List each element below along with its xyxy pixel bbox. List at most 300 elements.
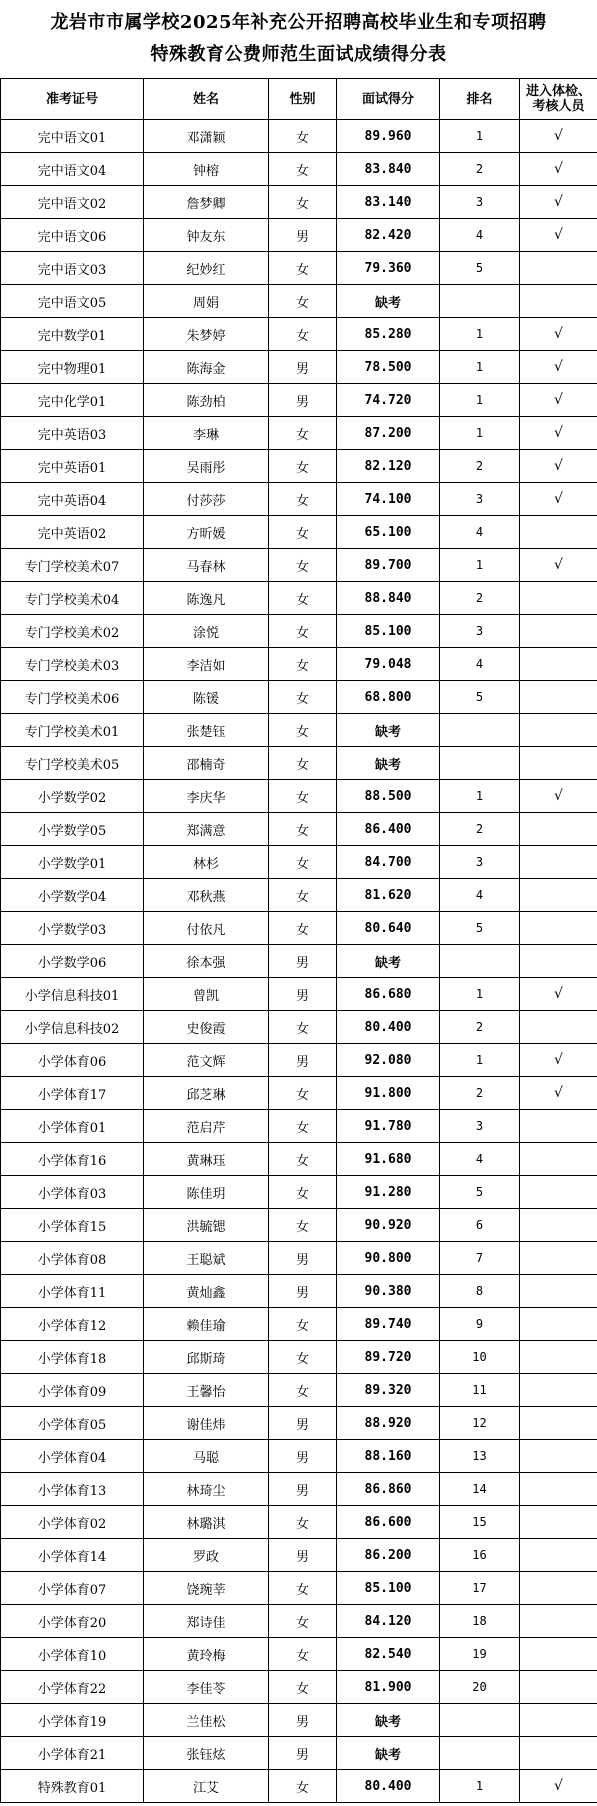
cell-exam-id: 小学体育14 (1, 1539, 144, 1572)
cell-selected-mark (520, 252, 597, 285)
cell-score: 74.720 (337, 384, 440, 417)
cell-selected-mark: √ (520, 1077, 597, 1110)
cell-score: 缺考 (337, 714, 440, 747)
cell-score: 81.620 (337, 879, 440, 912)
cell-gender: 女 (269, 1077, 337, 1110)
cell-score: 81.900 (337, 1671, 440, 1704)
cell-score: 缺考 (337, 945, 440, 978)
cell-name: 李佳苓 (144, 1671, 269, 1704)
cell-name: 涂悦 (144, 615, 269, 648)
cell-gender: 男 (269, 219, 337, 252)
cell-exam-id: 专门学校美术03 (1, 648, 144, 681)
cell-selected-mark (520, 1176, 597, 1209)
cell-gender: 女 (269, 615, 337, 648)
cell-selected-mark: √ (520, 384, 597, 417)
cell-rank: 4 (440, 879, 520, 912)
cell-name: 范文辉 (144, 1044, 269, 1077)
cell-exam-id: 小学体育20 (1, 1605, 144, 1638)
cell-gender: 女 (269, 780, 337, 813)
table-row (1, 648, 597, 681)
cell-score: 91.680 (337, 1143, 440, 1176)
cell-score: 缺考 (337, 747, 440, 780)
cell-selected-mark (520, 1374, 597, 1407)
cell-gender: 女 (269, 549, 337, 582)
cell-selected-mark: √ (520, 1044, 597, 1077)
cell-rank: 2 (440, 1011, 520, 1044)
cell-gender: 男 (269, 978, 337, 1011)
cell-rank: 9 (440, 1308, 520, 1341)
table-row (1, 549, 597, 582)
cell-gender: 女 (269, 747, 337, 780)
table-row (1, 186, 597, 219)
table-row (1, 285, 597, 318)
cell-gender: 男 (269, 1407, 337, 1440)
cell-score: 88.160 (337, 1440, 440, 1473)
cell-exam-id: 小学体育22 (1, 1671, 144, 1704)
cell-selected-mark (520, 1242, 597, 1275)
cell-exam-id: 小学体育11 (1, 1275, 144, 1308)
cell-selected-mark (520, 615, 597, 648)
cell-name: 江艾 (144, 1770, 269, 1803)
cell-name: 王馨怡 (144, 1374, 269, 1407)
cell-selected-mark (520, 1473, 597, 1506)
cell-name: 范启芹 (144, 1110, 269, 1143)
table-row (1, 120, 597, 153)
cell-selected-mark (520, 1704, 597, 1737)
cell-gender: 女 (269, 252, 337, 285)
cell-name: 李庆华 (144, 780, 269, 813)
cell-rank: 4 (440, 648, 520, 681)
cell-gender: 女 (269, 120, 337, 153)
cell-rank: 4 (440, 516, 520, 549)
cell-rank: 18 (440, 1605, 520, 1638)
cell-exam-id: 完中语文03 (1, 252, 144, 285)
cell-score: 74.100 (337, 483, 440, 516)
cell-rank: 3 (440, 615, 520, 648)
cell-rank: 1 (440, 351, 520, 384)
cell-selected-mark: √ (520, 186, 597, 219)
cell-gender: 女 (269, 1308, 337, 1341)
cell-selected-mark (520, 879, 597, 912)
cell-selected-mark (520, 285, 597, 318)
cell-gender: 女 (269, 1374, 337, 1407)
cell-gender: 女 (269, 1176, 337, 1209)
cell-gender: 男 (269, 1044, 337, 1077)
cell-gender: 女 (269, 1110, 337, 1143)
cell-score: 85.280 (337, 318, 440, 351)
table-row (1, 945, 597, 978)
cell-rank: 10 (440, 1341, 520, 1374)
cell-selected-mark (520, 1407, 597, 1440)
cell-rank: 1 (440, 780, 520, 813)
table-row (1, 483, 597, 516)
cell-gender: 女 (269, 1638, 337, 1671)
cell-exam-id: 完中语文04 (1, 153, 144, 186)
table-row (1, 1572, 597, 1605)
header-id: 准考证号 (1, 79, 144, 120)
cell-rank: 2 (440, 1077, 520, 1110)
cell-rank: 2 (440, 582, 520, 615)
cell-exam-id: 专门学校美术06 (1, 681, 144, 714)
cell-selected-mark (520, 582, 597, 615)
cell-score: 86.860 (337, 1473, 440, 1506)
cell-gender: 女 (269, 714, 337, 747)
cell-selected-mark: √ (520, 351, 597, 384)
cell-rank: 17 (440, 1572, 520, 1605)
table-row (1, 1605, 597, 1638)
cell-name: 马春林 (144, 549, 269, 582)
table-row (1, 384, 597, 417)
cell-selected-mark (520, 1440, 597, 1473)
cell-exam-id: 专门学校美术05 (1, 747, 144, 780)
cell-score: 缺考 (337, 285, 440, 318)
cell-exam-id: 完中语文01 (1, 120, 144, 153)
cell-rank: 15 (440, 1506, 520, 1539)
cell-selected-mark: √ (520, 483, 597, 516)
cell-rank: 13 (440, 1440, 520, 1473)
cell-selected-mark (520, 681, 597, 714)
cell-selected-mark: √ (520, 120, 597, 153)
cell-exam-id: 小学数学01 (1, 846, 144, 879)
cell-exam-id: 小学体育15 (1, 1209, 144, 1242)
cell-gender: 女 (269, 285, 337, 318)
cell-rank: 3 (440, 1110, 520, 1143)
table-row (1, 1473, 597, 1506)
cell-selected-mark (520, 1341, 597, 1374)
cell-gender: 女 (269, 1341, 337, 1374)
cell-rank: 1 (440, 318, 520, 351)
cell-rank (440, 747, 520, 780)
table-row (1, 879, 597, 912)
cell-exam-id: 小学数学02 (1, 780, 144, 813)
cell-gender: 女 (269, 1143, 337, 1176)
cell-name: 林杉 (144, 846, 269, 879)
cell-gender: 女 (269, 483, 337, 516)
cell-exam-id: 小学数学03 (1, 912, 144, 945)
cell-score: 89.720 (337, 1341, 440, 1374)
table-row (1, 1539, 597, 1572)
cell-exam-id: 完中语文06 (1, 219, 144, 252)
cell-selected-mark (520, 1638, 597, 1671)
table-row (1, 1341, 597, 1374)
cell-gender: 男 (269, 1539, 337, 1572)
cell-score: 80.640 (337, 912, 440, 945)
cell-gender: 男 (269, 384, 337, 417)
cell-gender: 女 (269, 879, 337, 912)
header-rank: 排名 (440, 79, 520, 120)
table-row (1, 252, 597, 285)
table-row (1, 978, 597, 1011)
cell-gender: 男 (269, 1242, 337, 1275)
cell-exam-id: 小学体育19 (1, 1704, 144, 1737)
cell-rank: 1 (440, 120, 520, 153)
cell-selected-mark: √ (520, 417, 597, 450)
table-row (1, 1770, 597, 1803)
cell-name: 陈逸凡 (144, 582, 269, 615)
cell-exam-id: 小学体育05 (1, 1407, 144, 1440)
table-row (1, 1374, 597, 1407)
cell-score: 89.740 (337, 1308, 440, 1341)
cell-exam-id: 小学数学05 (1, 813, 144, 846)
cell-rank: 5 (440, 681, 520, 714)
cell-name: 林璐淇 (144, 1506, 269, 1539)
cell-rank: 2 (440, 153, 520, 186)
cell-exam-id: 完中英语01 (1, 450, 144, 483)
table-row (1, 1308, 597, 1341)
table-row (1, 153, 597, 186)
header-score: 面试得分 (337, 79, 440, 120)
table-row (1, 846, 597, 879)
cell-score: 80.400 (337, 1011, 440, 1044)
cell-gender: 女 (269, 1605, 337, 1638)
cell-name: 周娟 (144, 285, 269, 318)
table-row (1, 516, 597, 549)
cell-name: 纪妙红 (144, 252, 269, 285)
cell-name: 付依凡 (144, 912, 269, 945)
cell-gender: 女 (269, 1011, 337, 1044)
cell-rank (440, 714, 520, 747)
table-row (1, 681, 597, 714)
cell-name: 方昕媛 (144, 516, 269, 549)
table-row (1, 582, 597, 615)
title-line-1: 龙岩市市属学校2025年补充公开招聘高校毕业生和专项招聘 (50, 12, 547, 33)
cell-score: 缺考 (337, 1737, 440, 1770)
cell-gender: 女 (269, 1209, 337, 1242)
cell-gender: 女 (269, 681, 337, 714)
cell-exam-id: 小学体育10 (1, 1638, 144, 1671)
cell-score: 92.080 (337, 1044, 440, 1077)
cell-score: 78.500 (337, 351, 440, 384)
table-row (1, 780, 597, 813)
table-row (1, 1242, 597, 1275)
cell-name: 陈佳玥 (144, 1176, 269, 1209)
cell-selected-mark (520, 1671, 597, 1704)
cell-score: 79.360 (337, 252, 440, 285)
cell-exam-id: 特殊教育01 (1, 1770, 144, 1803)
cell-selected-mark (520, 516, 597, 549)
cell-score: 85.100 (337, 1572, 440, 1605)
cell-rank: 1 (440, 417, 520, 450)
cell-selected-mark (520, 1308, 597, 1341)
cell-name: 兰佳松 (144, 1704, 269, 1737)
cell-exam-id: 完中物理01 (1, 351, 144, 384)
cell-score: 82.540 (337, 1638, 440, 1671)
table-row (1, 450, 597, 483)
cell-name: 赖佳瑜 (144, 1308, 269, 1341)
table-row (1, 1440, 597, 1473)
cell-exam-id: 完中英语04 (1, 483, 144, 516)
cell-rank: 4 (440, 219, 520, 252)
cell-exam-id: 小学体育17 (1, 1077, 144, 1110)
cell-score: 90.380 (337, 1275, 440, 1308)
cell-exam-id: 小学体育06 (1, 1044, 144, 1077)
table-row (1, 615, 597, 648)
cell-exam-id: 完中数学01 (1, 318, 144, 351)
cell-score: 89.960 (337, 120, 440, 153)
table-row (1, 1011, 597, 1044)
cell-rank (440, 1704, 520, 1737)
cell-name: 洪毓锶 (144, 1209, 269, 1242)
cell-selected-mark: √ (520, 318, 597, 351)
cell-name: 邱斯琦 (144, 1341, 269, 1374)
cell-exam-id: 小学体育12 (1, 1308, 144, 1341)
table-row (1, 1044, 597, 1077)
cell-selected-mark (520, 813, 597, 846)
cell-exam-id: 小学数学04 (1, 879, 144, 912)
cell-exam-id: 小学信息科技02 (1, 1011, 144, 1044)
cell-rank: 11 (440, 1374, 520, 1407)
cell-exam-id: 小学体育13 (1, 1473, 144, 1506)
cell-name: 黄琳珏 (144, 1143, 269, 1176)
cell-rank: 20 (440, 1671, 520, 1704)
cell-selected-mark (520, 1209, 597, 1242)
cell-gender: 女 (269, 648, 337, 681)
table-row (1, 1506, 597, 1539)
cell-gender: 女 (269, 153, 337, 186)
cell-name: 林琦尘 (144, 1473, 269, 1506)
cell-rank: 3 (440, 186, 520, 219)
cell-name: 李洁如 (144, 648, 269, 681)
cell-selected-mark (520, 846, 597, 879)
cell-score: 86.200 (337, 1539, 440, 1572)
cell-selected-mark (520, 1011, 597, 1044)
cell-name: 曾凯 (144, 978, 269, 1011)
cell-selected-mark (520, 747, 597, 780)
cell-name: 邓秋燕 (144, 879, 269, 912)
header-selected-line2: 考核人员 (532, 99, 585, 114)
cell-exam-id: 专门学校美术01 (1, 714, 144, 747)
table-row (1, 1110, 597, 1143)
cell-exam-id: 完中英语02 (1, 516, 144, 549)
cell-score: 84.700 (337, 846, 440, 879)
table-row (1, 1737, 597, 1770)
cell-selected-mark: √ (520, 780, 597, 813)
cell-score: 88.500 (337, 780, 440, 813)
cell-score: 88.920 (337, 1407, 440, 1440)
cell-exam-id: 小学数学06 (1, 945, 144, 978)
cell-rank: 1 (440, 1770, 520, 1803)
cell-exam-id: 小学体育01 (1, 1110, 144, 1143)
cell-selected-mark (520, 1737, 597, 1770)
results-table (0, 78, 597, 1803)
cell-selected-mark (520, 1572, 597, 1605)
cell-score: 91.780 (337, 1110, 440, 1143)
table-row (1, 1143, 597, 1176)
cell-score: 91.280 (337, 1176, 440, 1209)
cell-gender: 女 (269, 846, 337, 879)
cell-rank: 19 (440, 1638, 520, 1671)
table-row (1, 1638, 597, 1671)
cell-score: 84.120 (337, 1605, 440, 1638)
cell-gender: 女 (269, 1770, 337, 1803)
cell-name: 吴雨彤 (144, 450, 269, 483)
cell-name: 张钰炫 (144, 1737, 269, 1770)
cell-score: 86.400 (337, 813, 440, 846)
table-row (1, 417, 597, 450)
cell-rank: 12 (440, 1407, 520, 1440)
cell-exam-id: 小学体育02 (1, 1506, 144, 1539)
cell-score: 82.120 (337, 450, 440, 483)
cell-gender: 女 (269, 318, 337, 351)
cell-rank: 1 (440, 1044, 520, 1077)
cell-score: 87.200 (337, 417, 440, 450)
cell-name: 黄灿鑫 (144, 1275, 269, 1308)
table-row (1, 219, 597, 252)
cell-name: 郑满意 (144, 813, 269, 846)
cell-score: 68.800 (337, 681, 440, 714)
table-row (1, 1077, 597, 1110)
cell-gender: 男 (269, 1737, 337, 1770)
table-row (1, 714, 597, 747)
cell-gender: 男 (269, 1440, 337, 1473)
cell-selected-mark (520, 648, 597, 681)
cell-gender: 女 (269, 1506, 337, 1539)
cell-exam-id: 专门学校美术07 (1, 549, 144, 582)
cell-name: 邵楠奇 (144, 747, 269, 780)
cell-name: 钟榕 (144, 153, 269, 186)
cell-exam-id: 小学体育18 (1, 1341, 144, 1374)
cell-name: 朱梦婷 (144, 318, 269, 351)
cell-exam-id: 小学体育07 (1, 1572, 144, 1605)
cell-gender: 女 (269, 516, 337, 549)
cell-rank: 3 (440, 846, 520, 879)
cell-gender: 女 (269, 1671, 337, 1704)
table-row (1, 912, 597, 945)
table-row (1, 351, 597, 384)
cell-score: 90.920 (337, 1209, 440, 1242)
cell-selected-mark: √ (520, 978, 597, 1011)
cell-rank: 2 (440, 450, 520, 483)
cell-name: 钟友东 (144, 219, 269, 252)
cell-name: 李琳 (144, 417, 269, 450)
cell-score: 86.680 (337, 978, 440, 1011)
cell-name: 付莎莎 (144, 483, 269, 516)
cell-score: 88.840 (337, 582, 440, 615)
cell-exam-id: 小学体育08 (1, 1242, 144, 1275)
cell-name: 陈锾 (144, 681, 269, 714)
cell-selected-mark (520, 714, 597, 747)
cell-name: 谢佳炜 (144, 1407, 269, 1440)
cell-exam-id: 小学体育04 (1, 1440, 144, 1473)
table-body (1, 120, 597, 1803)
cell-name: 黄玲梅 (144, 1638, 269, 1671)
cell-gender: 女 (269, 813, 337, 846)
cell-name: 陈劲柏 (144, 384, 269, 417)
cell-score: 80.400 (337, 1770, 440, 1803)
cell-rank: 1 (440, 549, 520, 582)
cell-selected-mark: √ (520, 153, 597, 186)
cell-score: 85.100 (337, 615, 440, 648)
table-row (1, 1176, 597, 1209)
table-row (1, 1407, 597, 1440)
cell-rank: 14 (440, 1473, 520, 1506)
cell-rank: 1 (440, 978, 520, 1011)
header-selected (520, 79, 597, 120)
cell-score: 缺考 (337, 1704, 440, 1737)
cell-rank: 8 (440, 1275, 520, 1308)
cell-selected-mark (520, 1506, 597, 1539)
cell-gender: 女 (269, 912, 337, 945)
header-name: 姓名 (144, 79, 269, 120)
cell-name: 詹梦卿 (144, 186, 269, 219)
cell-gender: 女 (269, 1572, 337, 1605)
cell-gender: 男 (269, 1275, 337, 1308)
cell-gender: 女 (269, 417, 337, 450)
cell-selected-mark (520, 1110, 597, 1143)
table-row (1, 1704, 597, 1737)
cell-name: 史俊霞 (144, 1011, 269, 1044)
table-row (1, 1209, 597, 1242)
